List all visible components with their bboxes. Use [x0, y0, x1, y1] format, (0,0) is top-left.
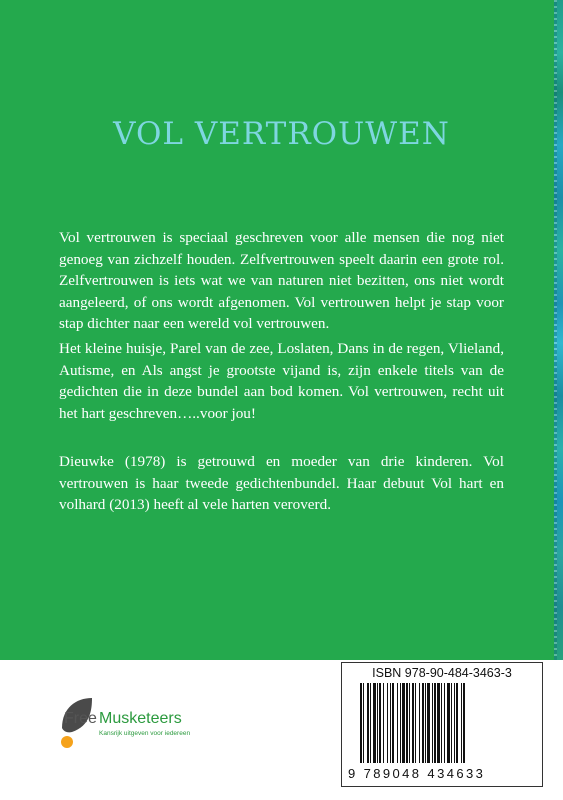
publisher-tagline: Kansrijk uitgeven voor iedereen: [99, 730, 191, 737]
blurb-paragraph-2: Het kleine huisje, Parel van de zee, Loslaten, Dans in de regen, Vlieland, Autisme, en Als angst je grootste vijand is, zijn enkele titels van de gedichten die in deze bundel aan bod komen. Vol vertrouwen, recht uit het hart geschreven…..voor jou!: [59, 340, 504, 422]
author-bio-paragraph: Dieuwke (1978) is getrouwd en moeder van drie kinderen. Vol vertrouwen is haar tweede gedichtenbundel. Haar debuut Vol hart en volhard (2013) heeft al vele harten veroverd.: [59, 453, 504, 513]
barcode-bars: [360, 683, 528, 767]
publisher-name-musketeers: Musketeers: [99, 710, 182, 727]
isbn-barcode: [341, 662, 543, 787]
spine-edge-strip: [554, 0, 563, 660]
publisher-name-free: Free: [64, 710, 97, 727]
isbn-label: ISBN 978-90-484-3463-3: [372, 666, 512, 680]
barcode-digits: 9 789048 434633: [348, 766, 486, 781]
book-title: VOL VERTROUWEN: [113, 116, 450, 152]
publisher-logo: [58, 690, 258, 750]
blurb-paragraph-1: Vol vertrouwen is speciaal geschreven voor alle mensen die nog niet genoeg van zichzelf houden. Zelfvertrouwen speelt daarin een grote rol. Zelfvertrouwen is iets wat we van naturen niet bezitten, ons niet wordt aangeleerd, of ons wordt afgenomen. Vol vertrouwen helpt je stap voor stap dichter naar een wereld vol vertrouwen.: [59, 229, 504, 332]
